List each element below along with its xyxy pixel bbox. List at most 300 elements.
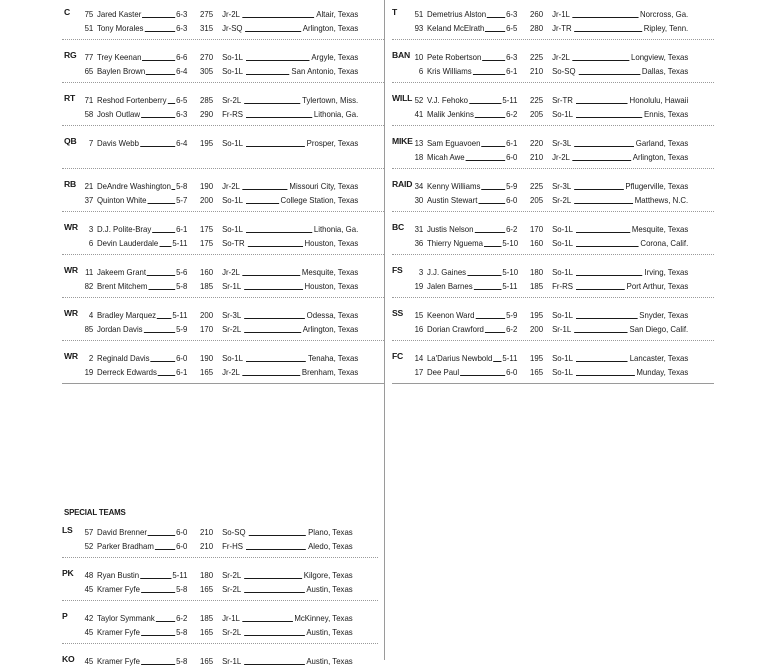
jersey-number: 18 xyxy=(414,152,424,162)
leader-line xyxy=(157,318,171,319)
player-row xyxy=(62,322,358,336)
player-row xyxy=(62,279,358,293)
position-label: WR xyxy=(64,308,78,318)
player-class: Sr-1L xyxy=(222,281,242,291)
player-height: 6-6 xyxy=(176,52,188,62)
group-separator xyxy=(62,340,384,341)
leader-line xyxy=(244,664,305,665)
player-height: 5-8 xyxy=(176,584,188,594)
player-height: 6-1 xyxy=(176,224,188,234)
player-weight: 165 xyxy=(530,367,544,377)
player-height: 6-0 xyxy=(176,353,188,363)
player-row xyxy=(62,625,353,639)
player-hometown: Lancaster, Texas xyxy=(629,353,689,363)
player-name: Brent Mitchem xyxy=(96,281,148,291)
leader-line xyxy=(246,232,312,233)
player-hometown: Matthews, N.C. xyxy=(634,195,689,205)
player-hometown: Mesquite, Texas xyxy=(631,224,689,234)
leader-line xyxy=(147,203,175,204)
leader-line xyxy=(244,318,305,319)
leader-line xyxy=(467,275,501,276)
player-height: 6-3 xyxy=(506,52,518,62)
player-hometown: Brenham, Texas xyxy=(301,367,359,377)
player-class: Sr-2L xyxy=(222,570,242,580)
group-separator xyxy=(392,383,714,384)
leader-line xyxy=(140,146,175,147)
player-hometown: Austin, Texas xyxy=(306,584,353,594)
position-group xyxy=(62,604,378,637)
leader-line xyxy=(576,361,628,362)
leader-line xyxy=(158,375,175,376)
leader-line xyxy=(246,361,306,362)
leader-line xyxy=(244,332,301,333)
player-hometown: Houston, Texas xyxy=(304,281,359,291)
player-row xyxy=(392,193,688,207)
position-label: BAN xyxy=(392,50,411,60)
player-weight: 185 xyxy=(200,281,214,291)
player-height: 5-8 xyxy=(176,627,188,637)
jersey-number: 42 xyxy=(84,613,94,623)
position-label: RB xyxy=(64,179,77,189)
leader-line xyxy=(248,535,306,536)
player-weight: 195 xyxy=(530,353,544,363)
position-group xyxy=(62,518,378,551)
jersey-number: 37 xyxy=(84,195,94,205)
group-separator xyxy=(62,297,384,298)
position-label: RAID xyxy=(392,179,413,189)
player-class: Jr-2L xyxy=(552,52,570,62)
player-name: Keenon Ward xyxy=(426,310,475,320)
player-class: So-1L xyxy=(222,195,243,205)
player-name: Micah Awe xyxy=(426,152,465,162)
player-weight: 185 xyxy=(200,613,214,623)
jersey-number: 15 xyxy=(414,310,424,320)
player-class: So-1L xyxy=(222,138,243,148)
leader-line xyxy=(474,232,505,233)
player-class: So-TR xyxy=(222,238,245,248)
player-weight: 270 xyxy=(200,52,214,62)
player-hometown: Tenaha, Texas xyxy=(307,353,359,363)
leader-line xyxy=(144,332,176,333)
position-group xyxy=(62,647,378,666)
player-height: 5-7 xyxy=(176,195,188,205)
player-name: Sam Eguavoen xyxy=(426,138,481,148)
player-height: 5-11 xyxy=(502,95,518,105)
position-label: QB xyxy=(64,136,77,146)
jersey-number: 6 xyxy=(88,238,94,248)
player-height: 6-0 xyxy=(506,367,518,377)
group-separator xyxy=(392,39,714,40)
player-row xyxy=(62,611,353,625)
position-group xyxy=(62,0,384,33)
player-weight: 170 xyxy=(530,224,544,234)
player-height: 5-9 xyxy=(176,324,188,334)
jersey-number: 41 xyxy=(414,109,424,119)
position-label: SS xyxy=(392,308,404,318)
player-row xyxy=(62,308,358,322)
player-hometown: McKinney, Texas xyxy=(294,613,353,623)
player-row xyxy=(62,654,353,668)
jersey-number: 10 xyxy=(414,52,424,62)
player-class: So-SQ xyxy=(222,527,246,537)
player-height: 5-8 xyxy=(176,656,188,666)
player-height: 6-3 xyxy=(506,9,518,19)
jersey-number: 77 xyxy=(84,52,94,62)
leader-line xyxy=(484,246,502,247)
player-class: Jr-2L xyxy=(222,367,240,377)
player-height: 5-10 xyxy=(502,267,519,277)
player-name: Kramer Fyfe xyxy=(96,584,140,594)
player-height: 5-9 xyxy=(506,181,518,191)
player-class: Jr-2L xyxy=(552,152,570,162)
player-row xyxy=(62,365,358,379)
player-row xyxy=(392,322,688,336)
leader-line xyxy=(478,203,505,204)
player-height: 5-8 xyxy=(176,281,188,291)
jersey-number: 2 xyxy=(88,353,94,363)
player-hometown: Tylertown, Miss. xyxy=(302,95,359,105)
jersey-number: 58 xyxy=(84,109,94,119)
player-name: Taylor Symmank xyxy=(96,613,155,623)
player-row xyxy=(62,539,353,553)
leader-line xyxy=(141,635,175,636)
player-weight: 220 xyxy=(530,138,544,148)
position-label: KO xyxy=(62,654,75,664)
leader-line xyxy=(244,103,300,104)
player-name: Pete Robertson xyxy=(426,52,482,62)
player-row xyxy=(392,179,688,193)
position-group xyxy=(62,344,384,377)
player-row xyxy=(62,93,358,107)
player-hometown: Altair, Texas xyxy=(316,9,359,19)
jersey-number: 3 xyxy=(88,224,94,234)
player-hometown: Lithonia, Ga. xyxy=(313,109,359,119)
player-name: V.J. Fehoko xyxy=(426,95,468,105)
position-label: BC xyxy=(392,222,405,232)
position-label: LS xyxy=(62,525,73,535)
player-hometown: San Diego, Calif. xyxy=(629,324,689,334)
player-row xyxy=(392,308,688,322)
player-class: Fr-HS xyxy=(222,541,243,551)
player-row xyxy=(62,21,358,35)
player-row xyxy=(62,265,358,279)
player-row xyxy=(392,7,688,21)
leader-line xyxy=(246,74,290,75)
player-name: Thierry Nguema xyxy=(426,238,484,248)
player-class: Sr-2L xyxy=(222,95,242,105)
player-class: Sr-3L xyxy=(222,310,242,320)
player-hometown: Longview, Texas xyxy=(630,52,689,62)
player-class: So-1L xyxy=(552,367,573,377)
position-label: WR xyxy=(64,222,78,232)
player-class: Jr-SQ xyxy=(222,23,243,33)
group-separator xyxy=(62,643,378,644)
jersey-number: 19 xyxy=(414,281,424,291)
jersey-number: 4 xyxy=(88,310,94,320)
player-height: 6-1 xyxy=(176,367,188,377)
player-hometown: Mesquite, Texas xyxy=(301,267,359,277)
player-height: 6-2 xyxy=(506,224,518,234)
player-row xyxy=(392,279,688,293)
jersey-number: 31 xyxy=(414,224,424,234)
leader-line xyxy=(152,232,175,233)
jersey-number: 45 xyxy=(84,656,94,666)
position-group xyxy=(62,561,378,594)
player-height: 6-1 xyxy=(506,66,518,76)
player-hometown: Port Arthur, Texas xyxy=(626,281,689,291)
player-name: Justis Nelson xyxy=(426,224,474,234)
player-hometown: Argyle, Texas xyxy=(311,52,359,62)
leader-line xyxy=(482,60,505,61)
group-separator xyxy=(392,168,714,169)
player-row xyxy=(62,136,358,150)
player-name: Davis Webb xyxy=(96,138,139,148)
jersey-number: 51 xyxy=(84,23,94,33)
group-separator xyxy=(392,297,714,298)
player-height: 6-4 xyxy=(176,138,188,148)
jersey-number: 45 xyxy=(84,584,94,594)
player-name: Bradley Marquez xyxy=(96,310,157,320)
player-name: Ryan Bustin xyxy=(96,570,140,580)
player-name: Trey Keenan xyxy=(96,52,142,62)
player-weight: 315 xyxy=(200,23,214,33)
player-hometown: Ennis, Texas xyxy=(644,109,689,119)
player-weight: 175 xyxy=(200,238,214,248)
player-height: 6-2 xyxy=(506,109,518,119)
player-class: So-1L xyxy=(222,224,243,234)
player-weight: 200 xyxy=(200,310,214,320)
player-hometown: Norcross, Ga. xyxy=(639,9,689,19)
position-group xyxy=(62,301,384,334)
player-weight: 225 xyxy=(530,181,544,191)
player-class: So-1L xyxy=(222,353,243,363)
player-hometown: Aledo, Texas xyxy=(308,541,353,551)
player-name: Devin Lauderdale xyxy=(96,238,159,248)
leader-line xyxy=(573,60,629,61)
player-row xyxy=(62,351,358,365)
player-class: So-1L xyxy=(552,224,573,234)
player-hometown: Snyder, Texas xyxy=(639,310,689,320)
jersey-number: 7 xyxy=(88,138,94,148)
player-weight: 160 xyxy=(200,267,214,277)
leader-line xyxy=(243,375,300,376)
position-label: PK xyxy=(62,568,74,578)
leader-line xyxy=(576,103,628,104)
player-height: 6-2 xyxy=(506,324,518,334)
group-separator xyxy=(62,125,384,126)
leader-line xyxy=(475,117,505,118)
leader-line xyxy=(146,74,175,75)
player-hometown: Austin, Texas xyxy=(306,627,353,637)
group-separator xyxy=(392,82,714,83)
player-class: So-1L xyxy=(552,238,573,248)
leader-line xyxy=(487,17,505,18)
player-row xyxy=(392,351,688,365)
leader-line xyxy=(244,592,305,593)
leader-line xyxy=(574,203,633,204)
player-weight: 185 xyxy=(530,281,544,291)
group-separator xyxy=(392,211,714,212)
position-group xyxy=(392,301,714,334)
position-group xyxy=(62,172,384,205)
player-class: Sr-TR xyxy=(552,95,573,105)
jersey-number: 34 xyxy=(414,181,424,191)
group-separator xyxy=(392,125,714,126)
jersey-number: 6 xyxy=(418,66,424,76)
jersey-number: 93 xyxy=(414,23,424,33)
player-row xyxy=(62,7,358,21)
position-label: T xyxy=(392,7,398,17)
leader-line xyxy=(142,17,175,18)
player-hometown: Arlington, Texas xyxy=(302,324,359,334)
position-group xyxy=(62,43,384,76)
player-weight: 190 xyxy=(200,181,214,191)
player-class: Jr-2L xyxy=(222,9,240,19)
player-class: So-SQ xyxy=(552,66,576,76)
player-height: 6-0 xyxy=(176,527,188,537)
position-label: MIKE xyxy=(392,136,413,146)
leader-line xyxy=(485,31,505,32)
player-name: David Brenner xyxy=(96,527,147,537)
player-height: 5-11 xyxy=(172,310,188,320)
player-weight: 210 xyxy=(530,152,544,162)
player-height: 6-5 xyxy=(506,23,518,33)
leader-line xyxy=(246,146,305,147)
jersey-number: 36 xyxy=(414,238,424,248)
player-hometown: Kilgore, Texas xyxy=(303,570,353,580)
position-label: FC xyxy=(392,351,404,361)
position-group xyxy=(62,86,384,119)
player-height: 6-0 xyxy=(506,195,518,205)
player-height: 5-9 xyxy=(506,310,518,320)
player-row xyxy=(392,107,688,121)
player-row xyxy=(62,193,358,207)
leader-line xyxy=(576,117,642,118)
leader-line xyxy=(576,289,625,290)
leader-line xyxy=(474,289,502,290)
jersey-number: 48 xyxy=(84,570,94,580)
player-weight: 225 xyxy=(530,52,544,62)
player-name: Quinton White xyxy=(96,195,147,205)
jersey-number: 13 xyxy=(414,138,424,148)
special-teams-title: SPECIAL TEAMS xyxy=(64,507,126,517)
jersey-number: 52 xyxy=(414,95,424,105)
position-group xyxy=(392,258,714,291)
player-class: Sr-2L xyxy=(552,195,572,205)
player-weight: 180 xyxy=(530,267,544,277)
player-row xyxy=(392,222,688,236)
player-name: D.J. Polite-Bray xyxy=(96,224,152,234)
player-weight: 200 xyxy=(530,324,544,334)
player-hometown: Arlington, Texas xyxy=(302,23,359,33)
jersey-number: 51 xyxy=(414,9,424,19)
position-group xyxy=(392,43,714,76)
player-weight: 205 xyxy=(530,195,544,205)
jersey-number: 16 xyxy=(414,324,424,334)
player-class: Fr-RS xyxy=(222,109,243,119)
player-weight: 180 xyxy=(200,570,214,580)
leader-line xyxy=(574,146,634,147)
leader-line xyxy=(573,160,631,161)
jersey-number: 11 xyxy=(85,267,94,277)
leader-line xyxy=(460,375,505,376)
leader-line xyxy=(150,361,175,362)
group-separator xyxy=(62,557,378,558)
jersey-number: 21 xyxy=(84,181,94,191)
player-class: Sr-1L xyxy=(552,324,572,334)
player-name: Kenny Williams xyxy=(426,181,481,191)
leader-line xyxy=(576,232,630,233)
player-class: Jr-1L xyxy=(222,613,240,623)
player-class: So-1L xyxy=(222,52,243,62)
leader-line xyxy=(493,361,501,362)
jersey-number: 85 xyxy=(84,324,94,334)
player-row xyxy=(392,136,688,150)
leader-line xyxy=(141,117,175,118)
jersey-number: 75 xyxy=(84,9,94,19)
position-group xyxy=(392,129,714,162)
player-class: Sr-2L xyxy=(222,584,242,594)
player-height: 6-0 xyxy=(506,152,518,162)
leader-line xyxy=(574,189,624,190)
player-hometown: Irving, Texas xyxy=(644,267,689,277)
player-name: Parker Bradham xyxy=(96,541,154,551)
player-name: DeAndre Washington xyxy=(96,181,172,191)
column-divider xyxy=(384,0,385,660)
player-row xyxy=(392,236,688,250)
player-height: 6-0 xyxy=(176,541,188,551)
player-hometown: Prosper, Texas xyxy=(306,138,359,148)
position-label: P xyxy=(62,611,68,621)
player-weight: 165 xyxy=(200,584,214,594)
leader-line xyxy=(144,31,175,32)
player-hometown: Corona, Calif. xyxy=(640,238,689,248)
position-group xyxy=(62,129,384,148)
player-weight: 165 xyxy=(200,627,214,637)
leader-line xyxy=(243,189,288,190)
position-label: C xyxy=(64,7,71,17)
player-height: 5-11 xyxy=(172,238,188,248)
player-weight: 160 xyxy=(530,238,544,248)
leader-line xyxy=(481,146,505,147)
player-hometown: Houston, Texas xyxy=(304,238,359,248)
leader-line xyxy=(243,275,300,276)
leader-line xyxy=(576,246,639,247)
player-weight: 175 xyxy=(200,224,214,234)
leader-line xyxy=(466,160,506,161)
player-weight: 210 xyxy=(530,66,544,76)
player-name: Dee Paul xyxy=(426,367,460,377)
leader-line xyxy=(247,246,302,247)
position-label: RT xyxy=(64,93,76,103)
player-height: 6-5 xyxy=(176,95,188,105)
player-name: Malik Jenkins xyxy=(426,109,474,119)
player-weight: 195 xyxy=(200,138,214,148)
player-row xyxy=(392,150,688,164)
player-row xyxy=(392,93,688,107)
jersey-number: 30 xyxy=(414,195,424,205)
leader-line xyxy=(473,74,506,75)
player-weight: 275 xyxy=(200,9,214,19)
player-name: Reshod Fortenberry xyxy=(96,95,167,105)
position-label: WILL xyxy=(392,93,413,103)
player-hometown: Plano, Texas xyxy=(308,527,353,537)
jersey-number: 52 xyxy=(84,541,94,551)
player-height: 6-2 xyxy=(176,613,188,623)
player-row xyxy=(392,50,688,64)
position-group xyxy=(392,172,714,205)
player-class: So-1L xyxy=(222,66,243,76)
